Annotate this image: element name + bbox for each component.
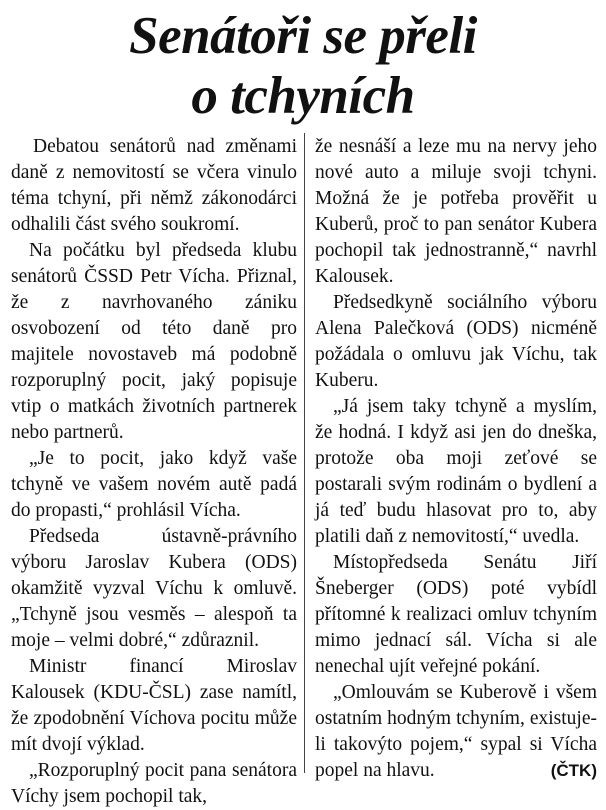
- paragraph: „Je to pocit, jako když vaše tchyně ve vašem novém autě padá do propasti,“ prohlásil Vícha.: [11, 448, 297, 521]
- paragraph: že nesnáší a leze mu na nervy jeho nové auto a miluje svoji tchyni. Možná že je potřeba prověřit u Kuberů, proč to pan senátor Kubera pochopil tak jednostranně,“ navrhl Kalousek.: [315, 136, 597, 287]
- paragraph: Předseda ústavně-právního výboru Jaroslav Kubera (ODS) okamžitě vyzval Víchu k omluvě. „Tchyně jsou vesměs – alespoň ta moje – velmi dobré,“ zdůraznil.: [11, 526, 297, 651]
- paragraph-last: [315, 680, 597, 784]
- paragraph: Předsedkyně sociálního výboru Alena Palečková (ODS) nicméně požádala o omluvu jak Víchu, tak Kuberu.: [315, 292, 597, 391]
- paragraph: Na počátku byl předseda klubu senátorů ČSSD Petr Vícha. Přiznal, že z navrhovaného zániku osvobození od této daně pro majitele novostaveb má podobně rozporuplný pocit, jaký popisuje vtip o matkách životních partnerek nebo partnerů.: [11, 240, 297, 443]
- paragraph: Debatou senátorů nad změnami daně z nemovitostí se včera vinulo téma tchyní, při němž zákonodárci odhalili část svého soukromí.: [11, 136, 297, 235]
- paragraph: „Já jsem taky tchyně a myslím, že hodná. I když asi jen do dneška, protože oba moji zeťové se postarali svým rodinám o bydlení a já teď budu hlasovat pro to, aby platili daň z nemovitostí,“ uvedla.: [315, 396, 597, 547]
- headline-line-2: o tchyních: [191, 67, 415, 125]
- article-headline: [0, 6, 606, 126]
- paragraph: Místopředseda Senátu Jiří Šneberger (ODS) poté vybídl přítomné k realizaci omluv tchyním mimo jednací sál. Vícha si ale nenechal ujít veřejné pokání.: [315, 552, 597, 677]
- headline-line-1: Senátoři se přeli: [129, 7, 477, 65]
- paragraph: „Rozporuplný pocit pana senátora Víchy jsem pochopil tak,: [11, 760, 297, 807]
- column-divider: [304, 133, 305, 773]
- article-column-left: [11, 134, 297, 810]
- byline: (ČTK): [550, 761, 597, 780]
- article-column-right: [315, 134, 597, 784]
- paragraph-text: „Omlouvám se Kuberově i všem ostatním hodným tchyním, existuje-li takovýto pojem,“ sypal si Vícha popel na hlavu.: [315, 682, 597, 781]
- paragraph: Ministr financí Miroslav Kalousek (KDU-ČSL) zase namítl, že zpodobnění Víchova pocitu může mít dvojí výklad.: [11, 656, 297, 755]
